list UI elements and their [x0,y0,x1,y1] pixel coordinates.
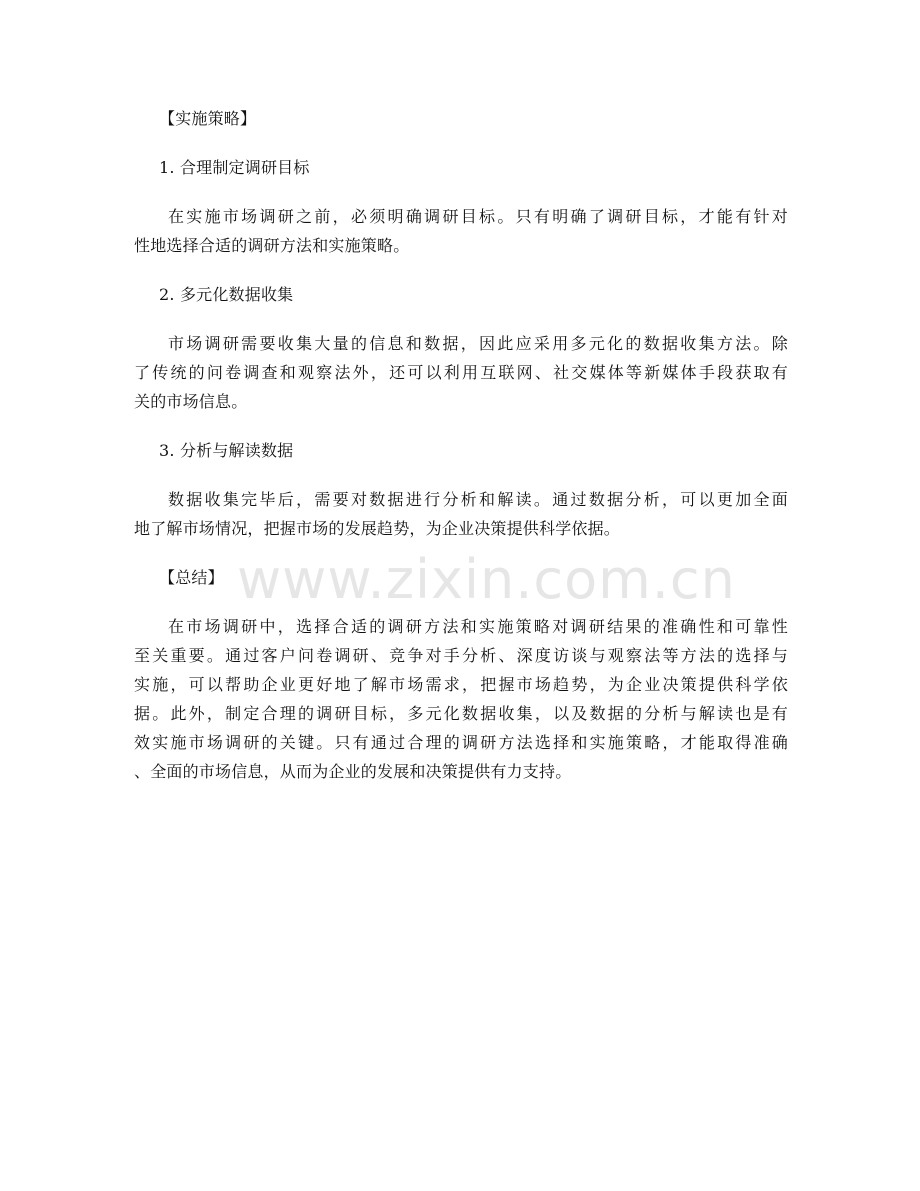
item2-paragraph [134,329,788,416]
paragraph-line: 了传统的问卷调查和观察法外，还可以利用互联网、社交媒体等新媒体手段获取有 [134,363,788,382]
document-body [134,104,788,806]
paragraph-line: 、全面的市场信息，从而为企业的发展和决策提供有力支持。 [134,762,572,781]
watermark: www.zixin.com.cn [237,548,736,611]
item3-paragraph [134,485,788,543]
paragraph-line: 至关重要。通过客户问卷调研、竞争对手分析、深度访谈与观察法等方法的选择与 [134,646,788,665]
paragraph-line: 数据收集完毕后，需要对数据进行分析和解读。通过数据分析，可以更加全面 [168,490,788,509]
paragraph-line: 地了解市场情况，把握市场的发展趋势，为企业决策提供科学依据。 [134,519,621,538]
paragraph-line: 实施，可以帮助企业更好地了解市场需求，把握市场趋势，为企业决策提供科学依 [134,675,788,694]
paragraph-line: 在市场调研中，选择合适的调研方法和实施策略对调研结果的准确性和可靠性 [168,617,788,636]
paragraph-line: 在实施市场调研之前，必须明确调研目标。只有明确了调研目标，才能有针对 [168,207,788,226]
summary-heading: 【总结】 [159,568,224,587]
item1-paragraph [134,202,788,260]
item1-heading: 1. 合理制定调研目标 [159,158,310,177]
item2-heading: 2. 多元化数据收集 [159,285,294,304]
paragraph-line: 效实施市场调研的关键。只有通过合理的调研方法选择和实施策略，才能取得准确 [134,733,788,752]
paragraph-line: 性地选择合适的调研方法和实施策略。 [134,236,410,255]
paragraph-line: 据。此外，制定合理的调研目标，多元化数据收集，以及数据的分析与解读也是有 [134,704,788,723]
item3-heading: 3. 分析与解读数据 [159,441,294,460]
strategy-heading: 【实施策略】 [159,109,257,128]
paragraph-line: 市场调研需要收集大量的信息和数据，因此应采用多元化的数据收集方法。除 [168,334,788,353]
summary-paragraph [134,612,788,786]
paragraph-line: 关的市场信息。 [134,392,248,411]
